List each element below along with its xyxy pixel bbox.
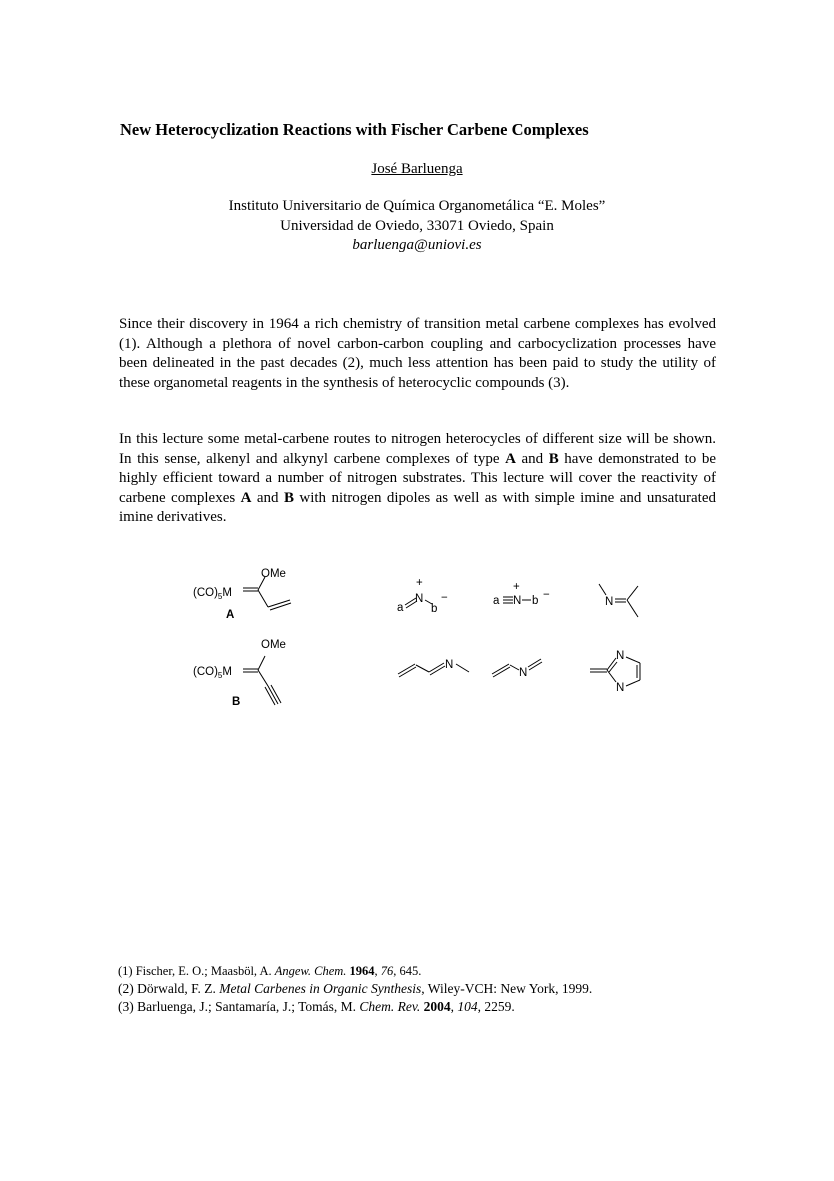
p2-text-3: have demonstrated to be highly efficient toward a number of nitrogen substrates. This lecture will cover the reactivity of carbene complexes	[119, 450, 716, 506]
dipole-2-minus: −	[543, 589, 550, 601]
reference-3: (3) Barluenga, J.; Santamaría, J.; Tomás, M. Chem. Rev. 2004, 104, 2259.	[118, 999, 515, 1014]
p2-text-4: and	[251, 489, 284, 506]
dipole-1-plus: +	[416, 577, 423, 589]
complex-a-ome: OMe	[261, 568, 286, 580]
dipole-1-a: a	[397, 602, 404, 614]
author-email[interactable]: barluenga@uniovi.es	[352, 237, 482, 253]
paragraph-lecture-scope	[119, 430, 716, 528]
imidazole-bonds	[590, 657, 640, 686]
dipole-2-a: a	[493, 595, 500, 607]
p2-text-5: with nitrogen dipoles as well as with simple imine and unsaturated imine derivatives.	[119, 489, 716, 526]
azadiene-1-bonds	[398, 663, 469, 677]
complex-a-bonds	[243, 577, 291, 610]
azadiene-2-bonds	[492, 659, 542, 677]
p2-bold-b: B	[548, 450, 559, 467]
imidazole-n-top: N	[616, 650, 625, 662]
complex-b-metal: $(CO)_5M$	[193, 666, 232, 680]
azadiene-2-n: N	[519, 667, 528, 679]
complex-b-bonds	[243, 656, 281, 705]
complex-a-metal: $(CO)_5M$	[193, 587, 232, 601]
chemical-scheme	[185, 560, 665, 710]
imine-n: N	[605, 596, 614, 608]
p2-bold-a: A	[505, 450, 516, 467]
paragraph-introduction: Since their discovery in 1964 a rich chemistry of transition metal carbene complexes has evolved (1). Although a plethora of novel carbon-carbon coupling and carbocyclization processes have been delineated in the past decades (2), much less attention has been paid to study the utility of these organometal reagents in the synthesis of heterocyclic compounds (3).	[119, 316, 716, 391]
complex-a-label: A	[226, 609, 235, 621]
imidazole-n-bottom: N	[616, 682, 625, 694]
affiliation-institute: Instituto Universitario de Química Organometálica “E. Moles”	[228, 198, 606, 214]
azadiene-1-n: N	[445, 659, 454, 671]
p2-bold-a-2: A	[240, 489, 252, 506]
author	[0, 161, 834, 178]
complex-b-ome: OMe	[261, 639, 286, 651]
p2-text-2: and	[515, 450, 549, 467]
author-name: José Barluenga	[371, 161, 463, 177]
complex-b-label: B	[232, 696, 241, 708]
paper-title: New Heterocyclization Reactions with Fischer Carbene Complexes	[120, 120, 589, 139]
dipole-1-minus: −	[441, 592, 448, 604]
references	[118, 962, 738, 1016]
dipole-2-plus: +	[513, 581, 520, 593]
affiliation	[0, 197, 834, 256]
p2-text-1: In this lecture some metal-carbene routes to nitrogen heterocycles of different size will be shown. In this sense, alkenyl and alkynyl carbene complexes of type	[119, 431, 716, 467]
dipole-2-n: N	[513, 595, 522, 607]
dipole-2-b: b	[532, 595, 539, 607]
reference-1: (1) Fischer, E. O.; Maasböl, A. Angew. Chem. 1964, 76, 645.	[118, 964, 422, 978]
reference-2: (2) Dörwald, F. Z. Metal Carbenes in Organic Synthesis, Wiley-VCH: New York, 1999.	[118, 981, 593, 996]
dipole-1-b: b	[431, 603, 438, 615]
affiliation-address: Universidad de Oviedo, 33071 Oviedo, Spain	[280, 217, 554, 234]
dipole-1-n: N	[415, 593, 424, 605]
p2-bold-b-2: B	[283, 489, 294, 506]
